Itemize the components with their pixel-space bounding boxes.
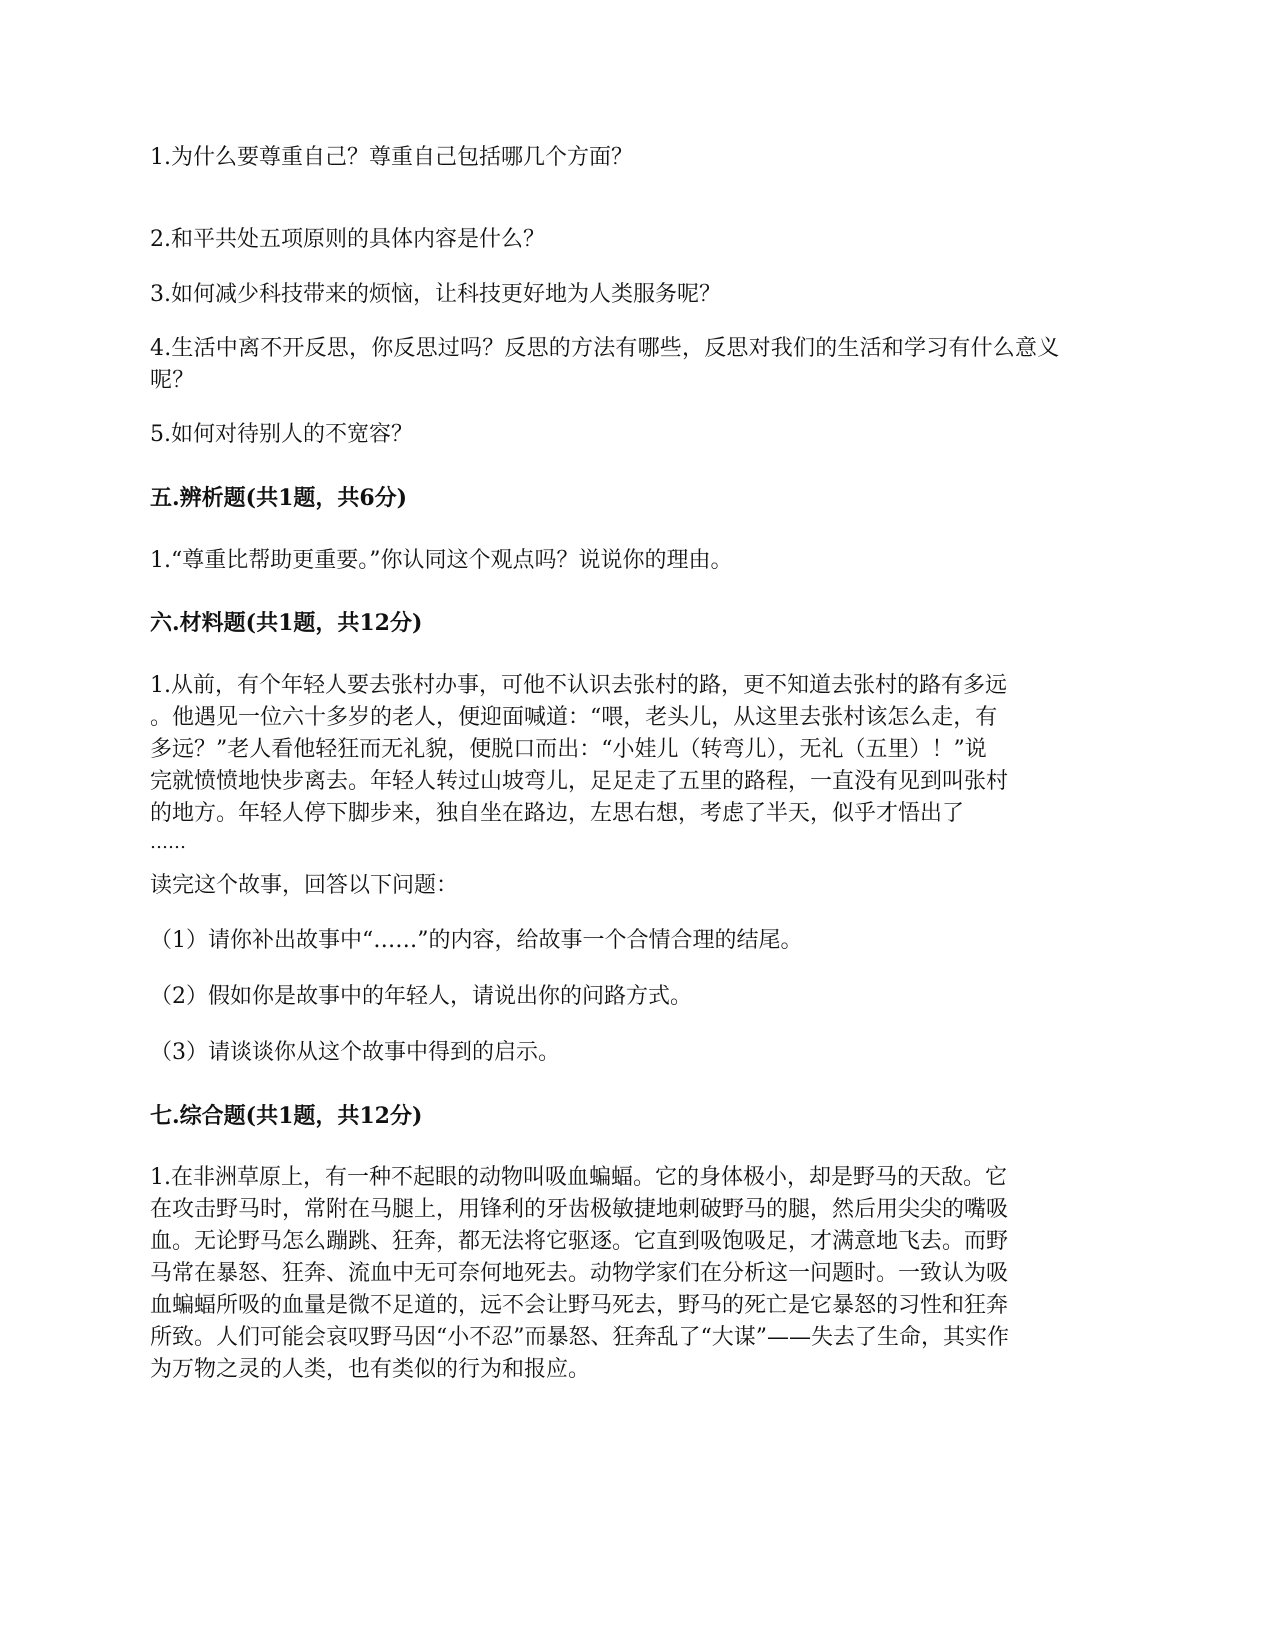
sub-question-2: （2）假如你是故事中的年轻人，请说出你的问路方式。 — [150, 984, 692, 1009]
question-5: 5.如何对待别人的不宽容？ — [150, 422, 413, 447]
story-line: 的地方。年轻人停下脚步来，独自坐在路边，左思右想，考虑了半天，似乎才悟出了 — [150, 801, 965, 826]
question-4 — [150, 333, 1130, 397]
section-6-prompt: 读完这个故事，回答以下问题： — [150, 873, 459, 898]
section-6-heading: 六.材料题(共1题，共12分) — [150, 610, 423, 636]
passage-line: 1.在非洲草原上，有一种不起眼的动物叫吸血蝙蝠。它的身体极小，却是野马的天敌。它 — [150, 1165, 1007, 1190]
passage-line: 所致。人们可能会哀叹野马因“小不忍”而暴怒、狂奔乱了“大谋”——失去了生命，其实作 — [150, 1325, 1009, 1350]
section-5-heading: 五.辨析题(共1题，共6分) — [150, 485, 408, 511]
question-3: 3.如何减少科技带来的烦恼，让科技更好地为人类服务呢？ — [150, 282, 721, 307]
question-1: 1.为什么要尊重自己？尊重自己包括哪几个方面？ — [150, 145, 633, 170]
question-2: 2.和平共处五项原则的具体内容是什么？ — [150, 227, 545, 252]
passage-line: 血。无论野马怎么蹦跳、狂奔，都无法将它驱逐。它直到吸饱吸足，才满意地飞去。而野 — [150, 1229, 1009, 1254]
section-5-question: 1.“尊重比帮助更重要。”你认同这个观点吗？说说你的理由。 — [150, 548, 733, 573]
passage-line: 为万物之灵的人类，也有类似的行为和报应。 — [150, 1357, 591, 1382]
passage-line: 血蝙蝠所吸的血量是微不足道的，远不会让野马死去，野马的死亡是它暴怒的习性和狂奔 — [150, 1293, 1009, 1318]
sub-question-1: （1）请你补出故事中“……”的内容，给故事一个合情合理的结尾。 — [150, 928, 803, 953]
question-4-line: 4.生活中离不开反思，你反思过吗？反思的方法有哪些，反思对我们的生活和学习有什么意义呢？ — [150, 336, 1060, 393]
passage-line: 马常在暴怒、狂奔、流血中无可奈何地死去。动物学家们在分析这一问题时。一致认为吸 — [150, 1261, 1009, 1286]
story-line: 。他遇见一位六十多岁的老人，便迎面喊道：“喂，老头儿，从这里去张村该怎么走，有 — [150, 705, 998, 730]
section-6-story — [150, 670, 1130, 856]
story-line: …… — [150, 832, 186, 853]
sub-question-3: （3）请谈谈你从这个故事中得到的启示。 — [150, 1040, 560, 1065]
story-line: 完就愤愤地快步离去。年轻人转过山坡弯儿，足足走了五里的路程，一直没有见到叫张村 — [150, 769, 1009, 794]
story-line: 1.从前，有个年轻人要去张村办事，可他不认识去张村的路，更不知道去张村的路有多远 — [150, 673, 1007, 698]
section-7-heading: 七.综合题(共1题，共12分) — [150, 1103, 423, 1129]
passage-line: 在攻击野马时，常附在马腿上，用锋利的牙齿极敏捷地刺破野马的腿，然后用尖尖的嘴吸 — [150, 1197, 1009, 1222]
story-line: 多远？”老人看他轻狂而无礼貌，便脱口而出：“小娃儿（转弯儿），无礼（五里）！”说 — [150, 737, 987, 762]
section-7-passage — [150, 1162, 1130, 1386]
